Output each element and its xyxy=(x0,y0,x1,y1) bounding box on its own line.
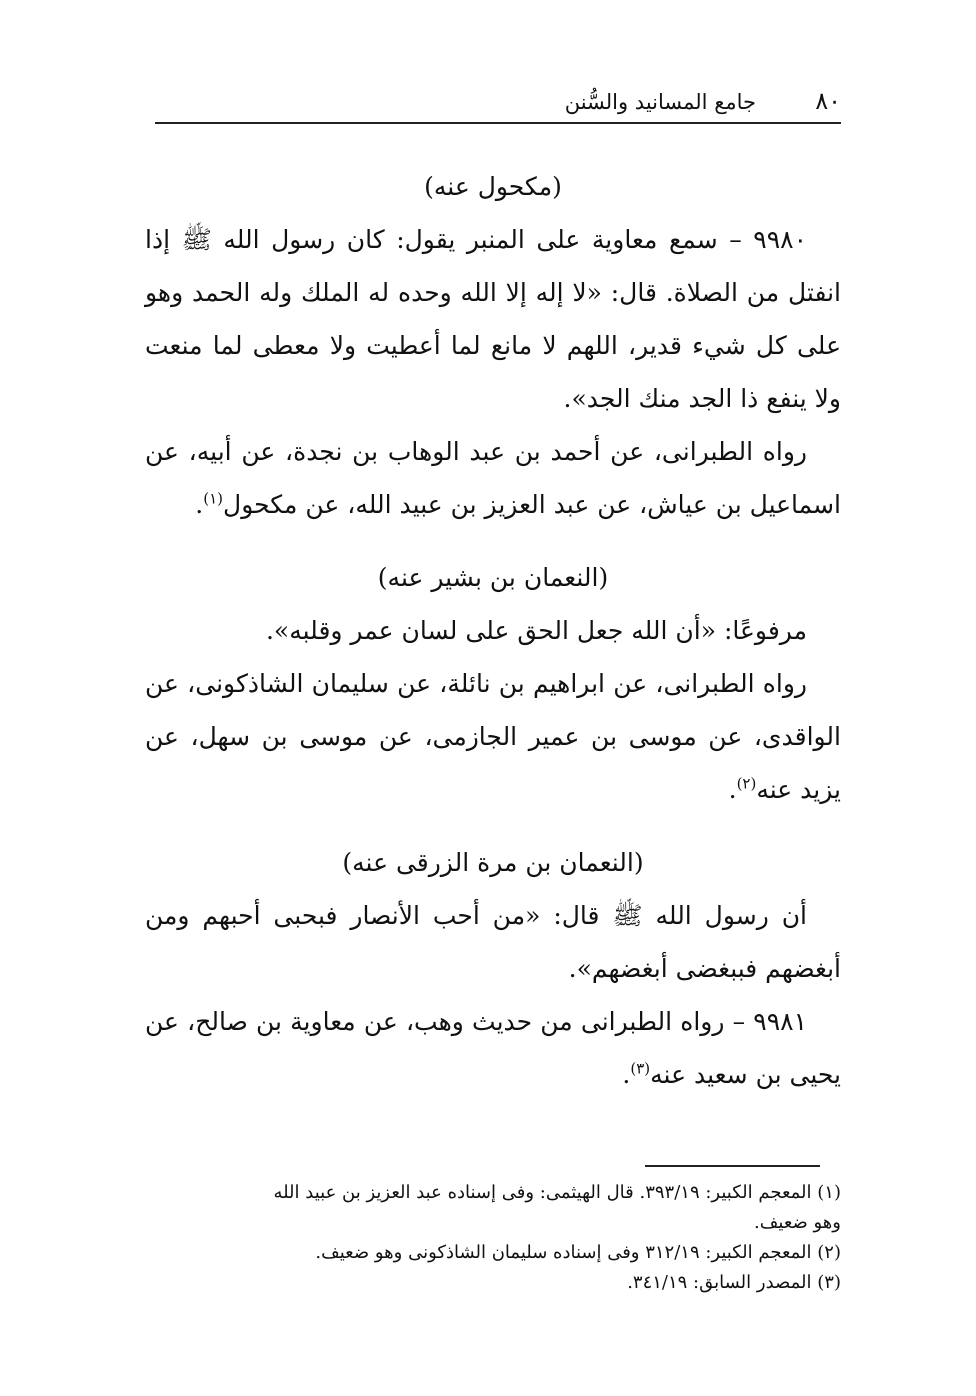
narration-paragraph: ٩٩٨١ – رواه الطبرانى من حديث وهب، عن معاوية بن صالح، عن يحيى بن سعيد عنه$^{(٣)}$. xyxy=(145,1007,841,1089)
footnote xyxy=(145,1238,841,1268)
narration-paragraph: رواه الطبرانى، عن أحمد بن عبد الوهاب بن نجدة، عن أبيه، عن اسماعيل بن عياش، عن عبد العزيز بن عبيد الله، عن مكحول$^{(١)}$. xyxy=(145,437,841,519)
narration-text: رواه الطبرانى، عن أحمد بن عبد الوهاب بن نجدة، عن أبيه، عن اسماعيل بن عياش، عن عبد العزيز بن عبيد الله، عن مكحول xyxy=(145,437,841,519)
section-heading: (مكحول عنه) xyxy=(424,172,562,201)
footnote-ref: (١) xyxy=(203,489,224,508)
hadith-paragraph: مرفوعًا: «أن الله جعل الحق على لسان عمر وقلبه». xyxy=(265,616,807,645)
footnote-text: المصدر السابق: ٣٤١/١٩. xyxy=(627,1272,812,1293)
page-header xyxy=(155,82,841,124)
footnote-ref: (٢) xyxy=(736,774,757,793)
narration-text: رواه الطبرانى، عن ابراهيم بن نائلة، عن سليمان الشاذكونى، عن الواقدى، عن موسى بن عمير الجازمى، عن موسى بن سهل، عن يزيد عنه xyxy=(145,669,841,804)
footnote-ref: (٣) xyxy=(630,1059,651,1078)
footnote-continuation: وهو ضعيف. xyxy=(754,1212,841,1233)
footnote-number: (١) xyxy=(817,1182,841,1203)
footnote xyxy=(145,1268,841,1298)
page-number: ٨٠ xyxy=(815,87,841,115)
section-heading: (النعمان بن مرة الزرقى عنه) xyxy=(342,848,644,877)
footnote-text: المعجم الكبير: ٣١٢/١٩ وفى إسناده سليمان الشاذكونى وهو ضعيف. xyxy=(315,1242,812,1263)
footnote-number: (٢) xyxy=(817,1242,841,1263)
footnote xyxy=(145,1178,841,1238)
footnote-divider xyxy=(645,1165,820,1167)
section-heading: (النعمان بن بشير عنه) xyxy=(377,563,609,592)
narration-paragraph: رواه الطبرانى، عن ابراهيم بن نائلة، عن سليمان الشاذكونى، عن الواقدى، عن موسى بن عمير الجازمى، عن موسى بن سهل، عن يزيد عنه$^{(٢)}$. xyxy=(145,669,841,804)
running-title: جامع المسانيد والسُّنن xyxy=(564,90,756,114)
hadith-paragraph: ٩٩٨٠ – سمع معاوية على المنبر يقول: كان رسول الله ﷺ إذا انفتل من الصلاة. قال: «لا إله إلا الله وحده له الملك وله الحمد وهو على كل شيء قدير، اللهم لا مانع لما أعطيت ولا معطى لما منعت ولا ينفع ذا الجد منك الجد». xyxy=(145,225,841,413)
hadith-paragraph: أن رسول الله ﷺ قال: «من أحب الأنصار فبحبى أحبهم ومن أبغضهم فببغضى أبغضهم». xyxy=(145,901,841,983)
main-text xyxy=(145,160,841,1101)
footnote-number: (٣) xyxy=(817,1272,841,1293)
footnote-text: المعجم الكبير: ٣٩٣/١٩. قال الهيثمى: وفى إسناده عبد العزيز بن عبيد الله xyxy=(273,1182,812,1203)
footnotes xyxy=(145,1178,841,1298)
narration-text: ٩٩٨١ – رواه الطبرانى من حديث وهب، عن معاوية بن صالح، عن يحيى بن سعيد عنه xyxy=(145,1007,841,1089)
